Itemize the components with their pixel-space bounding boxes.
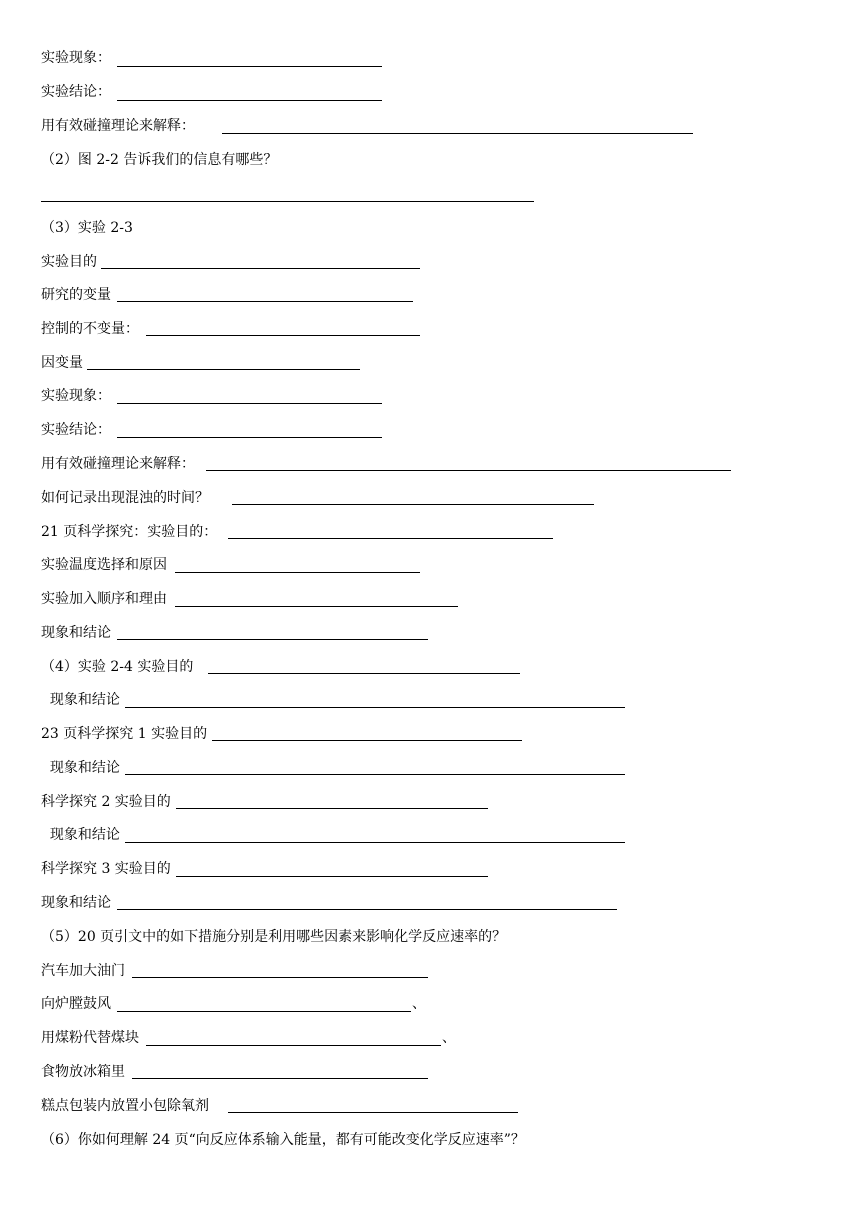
answer-blank[interactable]	[87, 369, 360, 370]
answer-blank[interactable]	[146, 1045, 441, 1046]
question-heading: （2）图 2-2 告诉我们的信息有哪些？	[41, 152, 278, 168]
answer-blank[interactable]	[232, 504, 594, 505]
answer-blank[interactable]	[176, 808, 488, 809]
question-label: 用有效碰撞理论来解释：	[41, 456, 195, 472]
question-label: 研究的变量	[41, 287, 111, 303]
question-label: 实验目的	[41, 254, 97, 270]
answer-blank[interactable]	[41, 201, 534, 202]
question-label: 用煤粉代替煤块	[41, 1030, 139, 1046]
answer-blank[interactable]	[175, 606, 458, 607]
answer-blank[interactable]	[117, 301, 413, 302]
answer-blank[interactable]	[117, 437, 382, 438]
question-label: 控制的不变量：	[41, 321, 139, 337]
answer-blank[interactable]	[117, 66, 382, 67]
question-label: 用有效碰撞理论来解释：	[41, 118, 195, 134]
answer-blank[interactable]	[101, 268, 420, 269]
question-label: 糕点包装内放置小包除氧剂	[41, 1098, 209, 1114]
question-label: 现象和结论	[41, 625, 111, 641]
answer-blank[interactable]	[228, 1112, 518, 1113]
answer-blank[interactable]	[117, 639, 428, 640]
question-label: 汽车加大油门	[41, 963, 125, 979]
question-heading: （3）实验 2-3	[41, 220, 133, 236]
question-label: （4）实验 2-4 实验目的	[41, 659, 194, 675]
question-label: 现象和结论	[41, 692, 120, 708]
answer-blank[interactable]	[212, 740, 522, 741]
question-label: 科学探究 2 实验目的	[41, 794, 171, 810]
question-label: 实验温度选择和原因	[41, 557, 167, 573]
answer-blank[interactable]	[176, 876, 488, 877]
question-label: 实验加入顺序和理由	[41, 591, 167, 607]
answer-blank[interactable]	[132, 1078, 428, 1079]
answer-blank[interactable]	[208, 673, 520, 674]
answer-blank[interactable]	[125, 774, 625, 775]
question-label: 现象和结论	[41, 895, 111, 911]
question-label: 食物放冰箱里	[41, 1064, 125, 1080]
question-label: 因变量	[41, 355, 83, 371]
question-label: 实验结论：	[41, 84, 111, 100]
answer-blank[interactable]	[117, 909, 617, 910]
question-label: 21 页科学探究：实验目的：	[41, 524, 218, 540]
answer-blank[interactable]	[117, 100, 382, 101]
question-label: 向炉膛鼓风	[41, 996, 111, 1012]
answer-blank[interactable]	[117, 1011, 411, 1012]
list-separator: 、	[412, 996, 426, 1012]
question-heading: （5）20 页引文中的如下措施分别是利用哪些因素来影响化学反应速率的？	[41, 929, 507, 945]
answer-blank[interactable]	[206, 470, 731, 471]
question-label: 实验结论：	[41, 422, 111, 438]
answer-blank[interactable]	[125, 707, 625, 708]
question-heading: （6）你如何理解 24 页“向反应体系输入能量，都有可能改变化学反应速率”？	[41, 1132, 525, 1148]
answer-blank[interactable]	[117, 403, 382, 404]
question-label: 实验现象：	[41, 50, 111, 66]
answer-blank[interactable]	[175, 572, 420, 573]
answer-blank[interactable]	[125, 842, 625, 843]
list-separator: 、	[442, 1030, 456, 1046]
question-label: 实验现象：	[41, 388, 111, 404]
question-label: 23 页科学探究 1 实验目的	[41, 726, 208, 742]
answer-blank[interactable]	[222, 133, 693, 134]
question-label: 现象和结论	[41, 827, 120, 843]
question-label: 现象和结论	[41, 760, 120, 776]
answer-blank[interactable]	[228, 538, 553, 539]
answer-blank[interactable]	[132, 977, 428, 978]
answer-blank[interactable]	[146, 335, 420, 336]
question-label: 如何记录出现混浊的时间？	[41, 490, 209, 506]
question-label: 科学探究 3 实验目的	[41, 861, 171, 877]
